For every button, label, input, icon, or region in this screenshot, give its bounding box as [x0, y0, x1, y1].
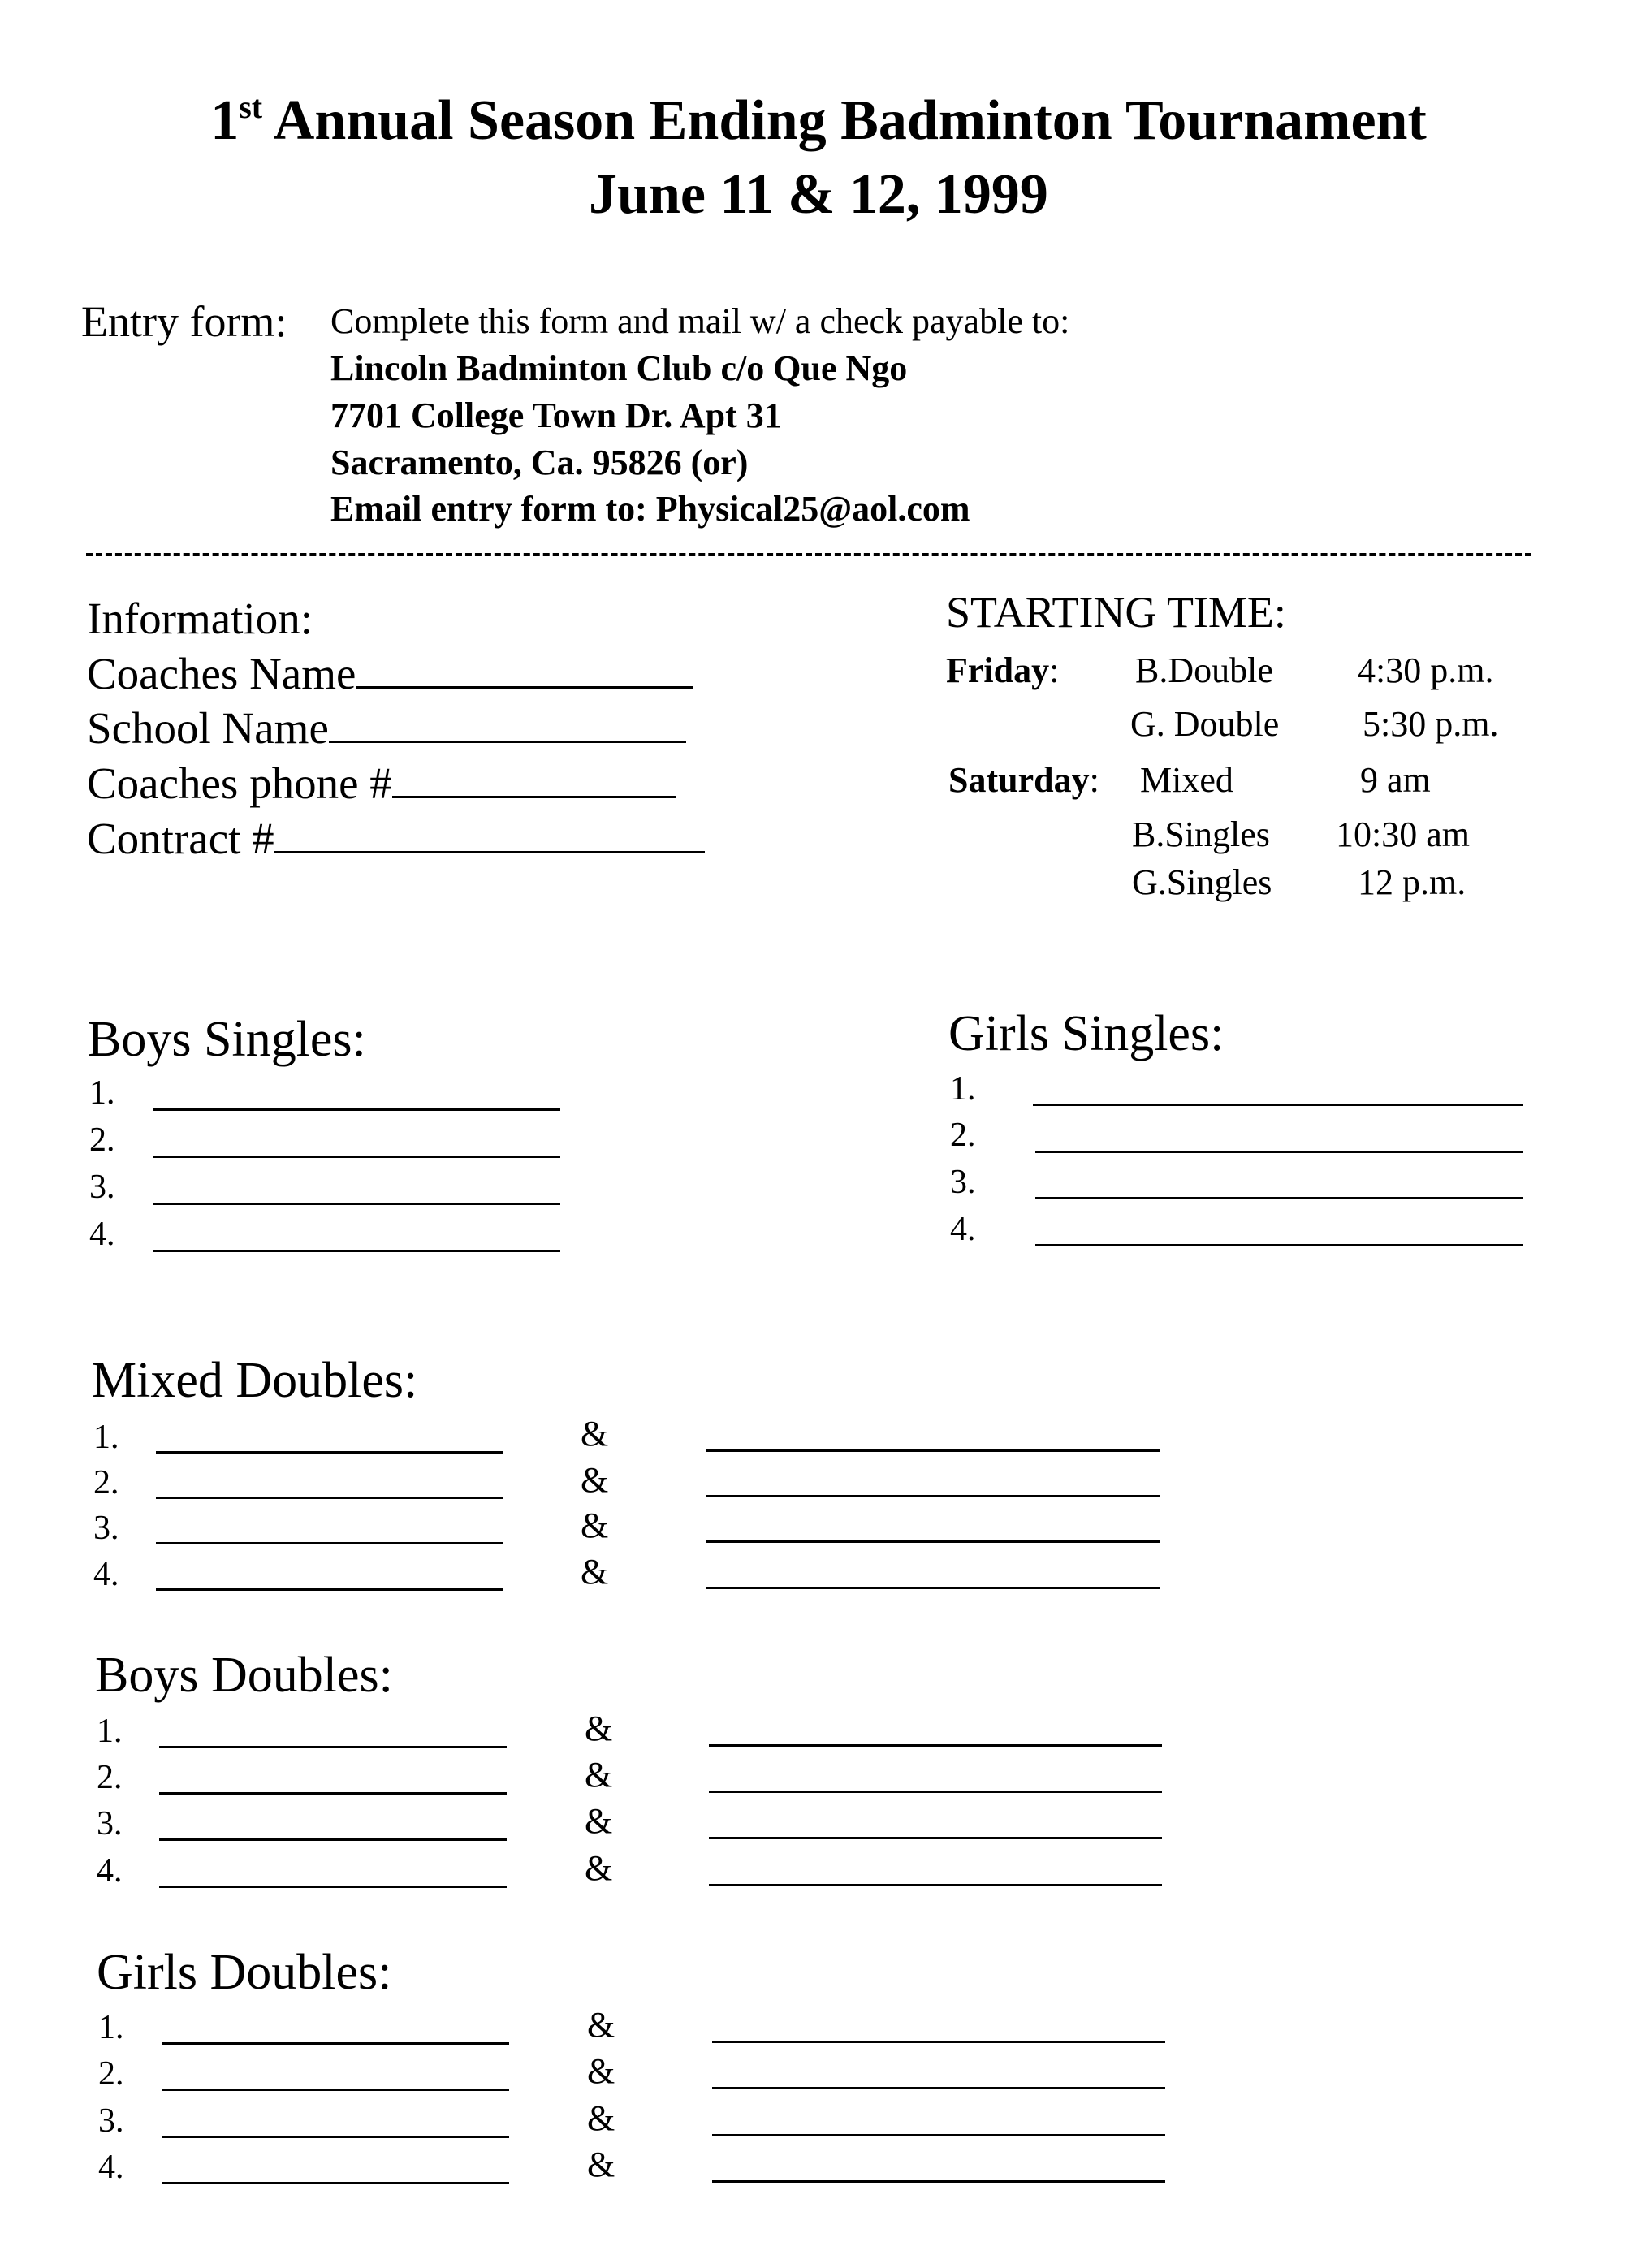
- school-name-blank[interactable]: [329, 705, 686, 743]
- dashed-separator: [86, 553, 1531, 556]
- mixed-doubles-partner2-blank-2[interactable]: [706, 1495, 1160, 1497]
- schedule-event: G.Singles: [1132, 862, 1272, 902]
- coaches-phone-blank[interactable]: [392, 760, 676, 798]
- saturday-text: Saturday: [948, 760, 1090, 800]
- coaches-name-field[interactable]: [87, 648, 693, 699]
- schedule-time: 12 p.m.: [1358, 862, 1466, 902]
- schedule-event: B.Double: [1135, 650, 1273, 690]
- ampersand: &: [587, 2051, 615, 2091]
- girls-singles-blank-2[interactable]: [1035, 1151, 1523, 1153]
- ampersand: &: [581, 1552, 609, 1592]
- mixed-doubles-partner2-blank-3[interactable]: [706, 1540, 1160, 1543]
- ampersand: &: [585, 1709, 613, 1748]
- ampersand: &: [587, 2145, 615, 2184]
- mixed-doubles-partner1-blank-4[interactable]: [156, 1588, 503, 1591]
- title-text: Annual Season Ending Badminton Tournament: [273, 89, 1427, 152]
- girls-doubles-partner1-blank-2[interactable]: [162, 2089, 509, 2091]
- girls-doubles-partner2-blank-2[interactable]: [712, 2087, 1165, 2089]
- ampersand: &: [587, 2005, 615, 2045]
- mixed-doubles-partner1-blank-2[interactable]: [156, 1497, 503, 1499]
- mixed-doubles-partner2-blank-4[interactable]: [706, 1587, 1160, 1589]
- entry-number: 2.: [93, 1464, 119, 1501]
- entry-number: 3.: [98, 2102, 124, 2140]
- girls-doubles-partner1-blank-1[interactable]: [162, 2042, 509, 2045]
- entry-number: 1.: [950, 1070, 976, 1108]
- ampersand: &: [587, 2098, 615, 2138]
- contract-blank[interactable]: [274, 815, 705, 853]
- girls-singles-blank-3[interactable]: [1035, 1197, 1523, 1199]
- ampersand: &: [585, 1848, 613, 1888]
- girls-doubles-partner1-blank-3[interactable]: [162, 2136, 509, 2138]
- mixed-doubles-partner2-blank-1[interactable]: [706, 1449, 1160, 1452]
- boys-doubles-partner2-blank-4[interactable]: [709, 1884, 1162, 1886]
- mixed-doubles-heading: Mixed Doubles:: [92, 1353, 418, 1408]
- entry-number: 1.: [98, 2009, 124, 2046]
- boys-doubles-partner2-blank-2[interactable]: [709, 1791, 1162, 1793]
- boys-singles-heading: Boys Singles:: [88, 1012, 366, 1067]
- entry-number: 3.: [93, 1510, 119, 1547]
- entry-form-label: Entry form:: [81, 297, 287, 346]
- schedule-time: 10:30 am: [1336, 814, 1470, 854]
- mailing-city: Sacramento, Ca. 95826 (or): [330, 443, 749, 482]
- boys-singles-blank-2[interactable]: [153, 1156, 560, 1158]
- girls-singles-blank-4[interactable]: [1035, 1244, 1523, 1246]
- coaches-name-blank[interactable]: [356, 650, 693, 689]
- title-ordinal-suffix: st: [239, 89, 263, 125]
- mixed-doubles-partner1-blank-1[interactable]: [156, 1451, 503, 1454]
- friday-label: Friday:: [946, 650, 1060, 690]
- school-name-label: School Name: [87, 703, 329, 753]
- mailing-name: Lincoln Badminton Club c/o Que Ngo: [330, 348, 908, 388]
- entry-number: 4.: [98, 2149, 124, 2186]
- saturday-label: Saturday:: [948, 760, 1099, 800]
- schedule-time: 4:30 p.m.: [1358, 650, 1494, 690]
- entry-number: 1.: [97, 1713, 123, 1750]
- email-line: Email entry form to: Physical25@aol.com: [330, 489, 970, 529]
- starting-time-heading: STARTING TIME:: [946, 588, 1286, 637]
- entry-number: 4.: [89, 1216, 115, 1253]
- ampersand: &: [581, 1414, 609, 1454]
- schedule-event: Mixed: [1140, 760, 1233, 800]
- ampersand: &: [581, 1460, 609, 1500]
- girls-singles-blank-1[interactable]: [1033, 1104, 1523, 1106]
- boys-doubles-heading: Boys Doubles:: [95, 1648, 393, 1703]
- entry-number: 2.: [98, 2055, 124, 2093]
- ampersand: &: [581, 1506, 609, 1545]
- boys-doubles-partner1-blank-1[interactable]: [159, 1746, 507, 1748]
- schedule-time: 9 am: [1360, 760, 1431, 800]
- boys-doubles-partner1-blank-2[interactable]: [159, 1792, 507, 1795]
- friday-text: Friday: [946, 650, 1050, 690]
- boys-doubles-partner1-blank-4[interactable]: [159, 1886, 507, 1888]
- girls-singles-heading: Girls Singles:: [948, 1006, 1225, 1061]
- entry-instruction: Complete this form and mail w/ a check payable to:: [330, 301, 1070, 341]
- boys-doubles-partner2-blank-1[interactable]: [709, 1744, 1162, 1747]
- entry-number: 2.: [950, 1117, 976, 1154]
- schedule-time: 5:30 p.m.: [1363, 704, 1499, 744]
- entry-number: 4.: [93, 1556, 119, 1593]
- entry-number: 4.: [97, 1852, 123, 1890]
- schedule-event: B.Singles: [1132, 814, 1270, 854]
- entry-number: 4.: [950, 1211, 976, 1248]
- information-heading: Information:: [87, 594, 313, 643]
- girls-doubles-partner1-blank-4[interactable]: [162, 2182, 509, 2184]
- entry-number: 1.: [89, 1074, 115, 1112]
- girls-doubles-heading: Girls Doubles:: [97, 1945, 392, 2000]
- girls-doubles-partner2-blank-4[interactable]: [712, 2180, 1165, 2183]
- boys-singles-blank-1[interactable]: [153, 1108, 560, 1111]
- title-ordinal: 1: [210, 89, 240, 152]
- boys-singles-blank-3[interactable]: [153, 1203, 560, 1205]
- school-name-field[interactable]: [87, 702, 686, 754]
- mailing-street: 7701 College Town Dr. Apt 31: [330, 395, 782, 435]
- ampersand: &: [585, 1755, 613, 1795]
- coaches-phone-label: Coaches phone #: [87, 758, 392, 808]
- entry-number: 2.: [89, 1121, 115, 1159]
- girls-doubles-partner2-blank-3[interactable]: [712, 2134, 1165, 2136]
- tournament-date: June 11 & 12, 1999: [589, 163, 1048, 226]
- boys-singles-blank-4[interactable]: [153, 1250, 560, 1252]
- entry-number: 1.: [93, 1419, 119, 1456]
- schedule-event: G. Double: [1130, 704, 1280, 744]
- boys-doubles-partner2-blank-3[interactable]: [709, 1837, 1162, 1839]
- contract-label: Contract #: [87, 814, 274, 863]
- entry-number: 3.: [950, 1164, 976, 1201]
- contract-field[interactable]: [87, 813, 705, 864]
- girls-doubles-partner2-blank-1[interactable]: [712, 2041, 1165, 2043]
- entry-number: 2.: [97, 1759, 123, 1796]
- coaches-name-label: Coaches Name: [87, 649, 356, 698]
- ampersand: &: [585, 1801, 613, 1841]
- mixed-doubles-partner1-blank-3[interactable]: [156, 1542, 503, 1544]
- entry-number: 3.: [89, 1169, 115, 1206]
- page-title: [0, 88, 1637, 153]
- coaches-phone-field[interactable]: [87, 758, 676, 809]
- entry-number: 3.: [97, 1805, 123, 1842]
- boys-doubles-partner1-blank-3[interactable]: [159, 1838, 507, 1841]
